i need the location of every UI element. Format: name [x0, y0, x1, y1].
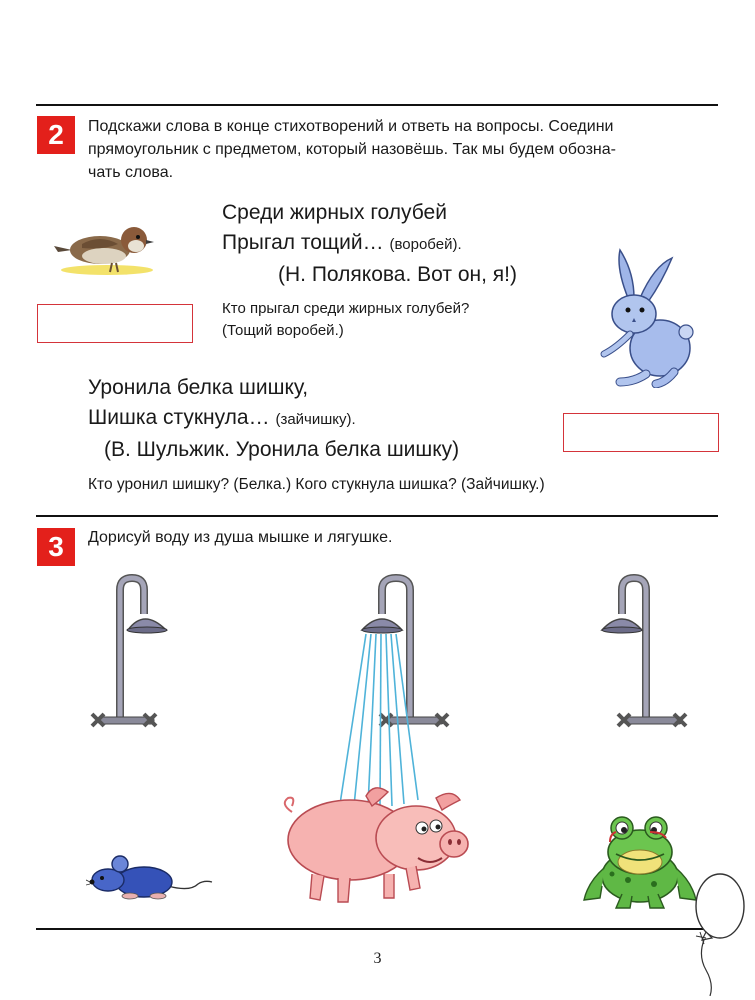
question-1-line-1: Кто прыгал среди жирных голубей? [222, 300, 470, 317]
poem-1-author: (Н. Полякова. Вот он, я!) [278, 263, 517, 286]
poem-2-author: (В. Шульжик. Уронила белка шишку) [104, 438, 460, 461]
task-2-instruction-line-1: Подскажи слова в конце стихотворений и ответь на вопросы. Соедини [88, 118, 614, 135]
task-2-instruction [88, 115, 728, 184]
answer-box-1[interactable] [37, 304, 193, 343]
poem-1-line-2-text: Прыгал тощий… [222, 231, 384, 254]
poem-1-line-2 [222, 228, 517, 260]
page-number: 3 [373, 950, 382, 967]
poem-2-line-2-text: Шишка стукнула… [88, 406, 270, 429]
poem-1-answer-hint: (воробей). [389, 236, 462, 253]
poem-2-answer-hint: (зайчишку). [275, 411, 356, 428]
hare-illustration[interactable] [590, 248, 700, 388]
pig-illustration [276, 778, 476, 908]
poem-1 [222, 198, 517, 290]
poem-2-line-2 [88, 403, 459, 435]
question-1 [222, 298, 469, 342]
task-3-instruction: Дорисуй воду из душа мышке и лягушке. [88, 529, 393, 546]
top-divider [36, 104, 718, 106]
poem-1-line-1: Среди жирных голубей [222, 201, 447, 224]
bottom-divider [36, 928, 718, 930]
shower-1-for-mouse [84, 574, 184, 738]
poem-2 [88, 373, 459, 465]
task-2-instruction-line-2: прямоугольник с предметом, который назовёшь. Так мы будем обозна- [88, 141, 616, 158]
answer-box-2[interactable] [563, 413, 719, 452]
task-3-number-badge: 3 [37, 528, 75, 566]
question-2: Кто уронил шишку? (Белка.) Кого стукнула шишка? (Зайчишку.) [88, 476, 545, 493]
middle-divider [36, 515, 718, 517]
sparrow-illustration[interactable] [52, 212, 162, 282]
task-2-number-badge: 2 [37, 116, 75, 154]
poem-2-line-1: Уронила белка шишку, [88, 376, 309, 399]
task-2-instruction-line-3: чать слова. [88, 164, 174, 181]
shower-3-for-frog [598, 574, 698, 738]
balloon-illustration [676, 866, 746, 996]
question-1-line-2: (Тощий воробей.) [222, 322, 344, 339]
mouse-illustration [86, 852, 216, 902]
